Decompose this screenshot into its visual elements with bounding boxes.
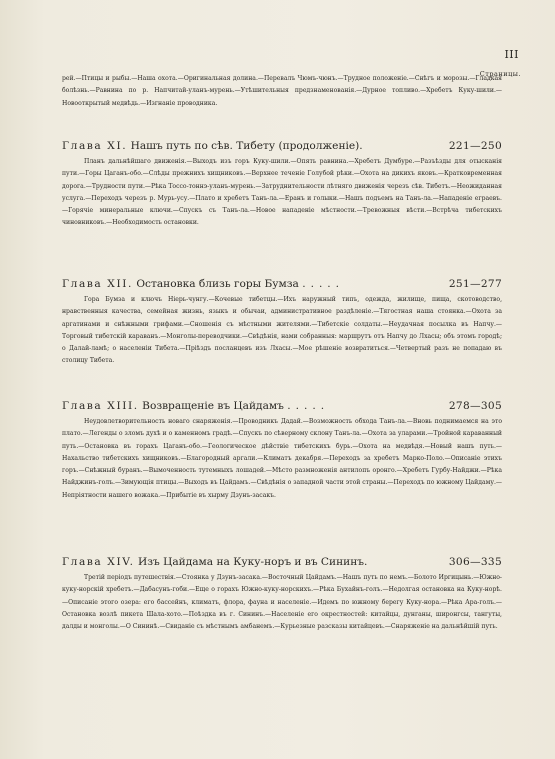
chapter-title: Изъ Цайдама на Куку-норъ и въ Сининъ. bbox=[137, 556, 368, 568]
leader-dots: ..... bbox=[287, 400, 330, 412]
chapter-title: Возвращеніе въ Цайдамъ bbox=[142, 400, 284, 412]
chapter-heading-xi bbox=[62, 140, 502, 154]
chapter-heading-xiv bbox=[62, 556, 502, 570]
chapter-summary-xii bbox=[62, 294, 502, 368]
paragraph-text: Планъ дальнѣйшаго движенія.—Выходъ изъ горъ Куку-шили.—Опять равнина.—Хребетъ Думбуре.—Разъѣзды для отысканія пути.—Горы Цаганъ-обо.—Слѣды прежнихъ хищниковъ.—Верхнее теченіе Голубой рѣки.—Охота на дикихъ яковъ.—Кратковременная дорога.—Трудности пути.—Рѣка Тоссо-тоннэ-уланъ-мурень.—Затруднительности лѣтняго движенія черезъ сѣв. Тибетъ.—Неожиданная услуга.—Переходъ черезъ р. Мурь-усу.—Плато и хребетъ Танъ-ла.—Еранъ и голыки.—Нашъ подъемъ на Танъ-ла.—Нападеніе еграевъ.—Горячіе минеральные ключи.—Спускъ съ Танъ-ла.—Новое нападеніе мѣстности.—Тревожныя вѣсти.—Встрѣча тибетскихъ чиновниковъ.—Необходимость остановки. bbox=[62, 158, 502, 227]
pages-column-heading: Страницы. bbox=[479, 70, 521, 78]
chapter-heading-xii bbox=[62, 278, 502, 292]
paragraph-text: Неудовлетворительность новаго снаряженія.—Проводникъ Дадай.—Возможность обхода Танъ-ла.—Вновь поднимаемся на это плато.—Легенды о зломъ духѣ и о каменномъ градѣ.—Спускъ по сѣверному склону Танъ-ла.—Охота за уларами.—Тройной караванный путь.—Остановка въ горахъ Цаганъ-обо.—Геологическое дѣйствіе тибетскихъ бурь.—Охота на медвѣдя.—Новый нашъ путь.—Нахальство тибетскихъ хищниковъ.—Благородный аргали.—Климатъ декабря.—Переходъ за хребетъ Марко-Поло.—Описаніе этихъ горъ.—Снѣжный буранъ.—Вымоченность тутемныхъ лошадей.—Мѣсто размноженія антилопъ оронго.—Хребетъ Гурбу-Найджи.—Рѣка Найджинъ-голъ.—Зимующія птицы.—Выходъ въ Цайдамъ.—Свѣдѣнія о западной части этой страны.—Переходъ по южному Цайдаму.—Непріятности нашего вожака.—Прибытіе въ хырму Дзунъ-засакъ. bbox=[62, 418, 502, 499]
chapter-summary-xiii bbox=[62, 416, 502, 502]
chapter-page-range: 221—250 bbox=[448, 140, 502, 152]
page-number: III bbox=[504, 48, 519, 61]
chapter-title: Остановка близь горы Бумза bbox=[136, 278, 299, 290]
chapter-label: Глава XIII. bbox=[62, 400, 139, 412]
paragraph-text: рей.—Птицы и рыбы.—Наша охота.—Оригинальная долина.—Перевалъ Чюмъ-чюнъ.—Трудное положеніе.—Снѣгъ и морозы.—Гладкая болѣзнь.—Равнина по р. Напчитай-уланъ-мурень.—Утѣшительныя предзнаменованія.—Дурное топливо.—Хребетъ Куку-шили.—Новооткрытый медвѣдь.—Изгнаніе проводника. bbox=[62, 75, 502, 107]
chapter-summary-xiv bbox=[62, 572, 502, 633]
intro-paragraph bbox=[62, 73, 502, 110]
chapter-summary-xi bbox=[62, 156, 502, 230]
paragraph-text: Третій періодъ путешествія.—Стоянка у Дзунъ-засака.—Восточный Цайдамъ.—Нашъ путь по немъ.—Болото Иргицынь.—Южно-куку-норскій хребетъ.—Дабасунъ-гоби.—Еще о горахъ Южно-куку-норскихъ.—Рѣка Бухайнъ-голъ.—Недолгая остановка на Куку-норѣ.—Описаніе этого озера: его бассейнъ, климатъ, флора, фауна и населеніе.—Идемъ по южному берегу Куку-нора.—Рѣка Ара-голъ.—Остановка возлѣ пикета Шала-хото.—Поѣздка въ г. Сининъ.—Населеніе его окрестностей: китайцы, дунганы, широнгсы, тангуты, далды и монголы.—О Сининѣ.—Свиданіе съ мѣстнымъ амбанемъ.—Курьезные разсказы китайцевъ.—Снаряженіе на дальнѣйшій путь. bbox=[62, 574, 502, 631]
leader-dots: ..... bbox=[302, 278, 345, 290]
chapter-label: Глава XII. bbox=[62, 278, 133, 290]
chapter-label: Глава XI. bbox=[62, 140, 128, 152]
chapter-title: Нашъ путь по сѣв. Тибету (продолженіе). bbox=[130, 140, 363, 152]
chapter-heading-xiii bbox=[62, 400, 502, 414]
paragraph-text: Гора Бумза и ключъ Нiерь-чунгу.—Кочевые тибетцы.—Ихъ наружный типъ, одежда, жилище, пища, скотоводство, нравственныя качества, семейная жизнь, языкъ и обычаи, административное раздѣленіе.—Тягостная наша стоянка.—Охота за аргатинами и снѣжными грифами.—Сношенія съ мѣстными жителями.—Тибетскіе солдаты.—Неудачная посылка въ Напчу.—Торговый тибетскій караванъ.—Монголы-переводчики.—Свѣдѣнія, нами собранныя: маршрутъ отъ Напчу до Лхасы; объ этомъ городѣ; о Далай-ламѣ; о населеніи Тибета.—Пріѣздъ посланцевъ изъ Лхасы.—Мое рѣшеніе возвратиться.—Четвертый разъ не попадаю въ столицу Тибета. bbox=[62, 296, 502, 365]
chapter-label: Глава XIV. bbox=[62, 556, 135, 568]
chapter-page-range: 251—277 bbox=[448, 278, 502, 290]
chapter-page-range: 278—305 bbox=[448, 400, 502, 412]
chapter-page-range: 306—335 bbox=[448, 556, 502, 568]
